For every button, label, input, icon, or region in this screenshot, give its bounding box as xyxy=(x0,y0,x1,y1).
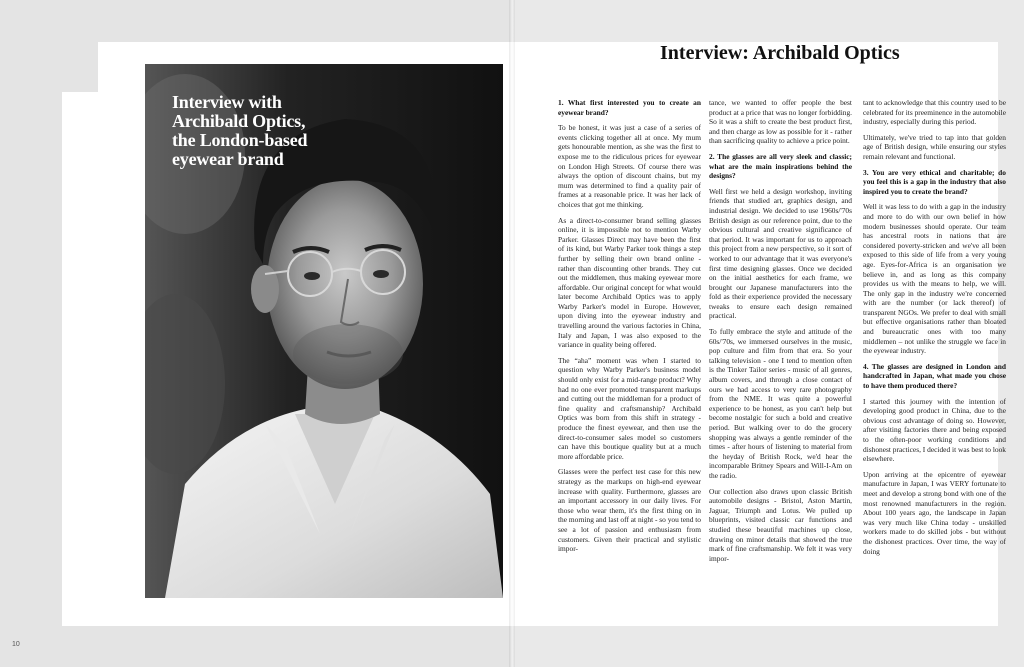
paragraph: I started this journey with the intention of developing good product in China, due to the obvious cost advantage of doing so. However, after visiting factories there and being exposed to the often-poor working conditions and dishonest practices, I decided it was best to look elsewhere. xyxy=(863,396,1006,464)
paragraph: To be honest, it was just a case of a series of events clicking together all at once. My mum gets honourable mention, as she was the first to expose me to the ridiculous prices for eyewear on London High Streets. Of course there was always the option of discount chains, but my mum was determined to find a quality pair of frames at a reasonable price. It was her lack of choices that got me thinking. xyxy=(558,123,701,209)
question-1: 1. What first interested you to create an eyewear brand? xyxy=(558,98,701,117)
text-column-1 xyxy=(558,98,701,560)
text-column-3 xyxy=(863,98,1006,562)
paragraph: The “aha” moment was when I started to question why Warby Parker's business model should only exist for a mid-range product? Why had no one ever promoted transparent markups and cutting out the middleman for a product of fine quality and craftsmanship? Archibald Optics was born from this shift in strategy - produce the finest eyewear, and then use the direct-to-consumer sales model so customers can have this boutique quality but at a much more affordable price. xyxy=(558,355,701,461)
question-3: 3. You are very ethical and charitable; do you feel this is a gap in the industry that also inspired you to create the brand? xyxy=(863,167,1006,196)
paragraph: Well first we held a design workshop, inviting friends that studied art, graphics design, and industrial design. We decided to use 1960s/'70s British design as our reference point, due to the obvious cultural and creative significance of that period. It was important for us to approach this project from a new perspective, so it sort of worked to our advantage that it was everyone's first time designing glasses. Once we decided on the initial aesthetics for each frame, we brought our Japanese manufacturers into the fold as their experience provided the necessary tweaks to ensure each design remained practical. xyxy=(709,186,852,321)
paragraph: To fully embrace the style and attitude of the 60s/'70s, we immersed ourselves in the music, pop culture and film from that era. So your talking television - one I tend to mention often is the Tinker Tailor series - music of all genres, album covers, and through a close contact of ours we had access to very rare photography from the NME. It was quite a powerful experience to be honest, as you can't help but become nostalgic for such a bold and creative period. But walking over to do the grocery shopping was always a gentle reminder of the times - after hours of listening to material from the heyday of British Rock, we'd hear the incomparable Britney Spears and Will-I-Am on the radio. xyxy=(709,327,852,480)
page-number-left: 10 xyxy=(12,641,20,648)
photo-overlay-title: Interview with Archibald Optics, the London-based eyewear brand xyxy=(172,92,308,169)
paragraph: As a direct-to-consumer brand selling glasses online, it is impossible not to mention Warby Parker. Glasses Direct may have been the first of its kind, but Warby Parker took things a step further by selling their own brand online - rather than discounting other brands. They cut out the middlemen, thus making eyewear more affordable. Our original concept for what would later become Archibald Optics was to apply Warby Parker's model in Europe. However, upon diving into the eyewear industry and travelling around the various factories in China, Italy and Japan, I was also exposed to the variance in quality being offered. xyxy=(558,215,701,350)
paragraph: Ultimately, we've tried to tap into that golden age of British design, while ensuring our styles remain relevant and functional. xyxy=(863,132,1006,161)
paragraph: Upon arriving at the epicentre of eyewear manufacture in Japan, I was VERY fortunate to meet and develop a strong bond with one of the most renowned manufacturers in the region. About 100 years ago, the landscape in Japan was very much like China today - unskilled workers made to do skilled jobs - but without the dishonest practices. Over time, the way of doing xyxy=(863,469,1006,556)
question-4: 4. The glasses are designed in London and handcrafted in Japan, what made you chose to have them produced there? xyxy=(863,361,1006,391)
paragraph: tant to acknowledge that this country used to be celebrated for its preeminence in the automobile industry, especially during this period. xyxy=(863,98,1006,127)
paragraph: Well it was less to do with a gap in the industry and more to do with our own belief in how modern businesses should operate. Our team has ancestral roots in nations that are considered poverty-stricken and we've all been exposed to this side of life from a very young age. Eyes-for-Africa is an organisation we believe in, and as long as this company provides us with the means to help, we will. The only gap in the industry we're concerned with are the number (or lack thereof) of transparent NGOs. We prefer to deal with small but effective organisations rather than bloated and bureaucratic ones with too many middlemen – not unlike the struggle we face in the eyewear industry. xyxy=(863,202,1006,356)
question-2: 2. The glasses are all very sleek and classic; what are the main inspirations behind the designs? xyxy=(709,151,852,181)
white-paper-edge xyxy=(62,92,102,626)
page-gutter xyxy=(509,0,515,667)
paragraph: tance, we wanted to offer people the best product at a price that was no longer forbidding. So it was a shift to create the best product first, and then charge as low as possible for it - rather than sacrificing quality to achieve a price point. xyxy=(709,98,852,146)
page-title: Interview: Archibald Optics xyxy=(660,42,900,64)
text-column-2 xyxy=(709,98,852,569)
paragraph: Our collection also draws upon classic British automobile designs - Bristol, Aston Martin, Jaguar, Triumph and Lotus. We pulled up blueprints, visited classic car functions and studied these beautiful machines up close, drawing on minor details that showed the true mark of fine craftsmanship. We felt it was very impor- xyxy=(709,486,852,563)
paragraph: Glasses were the perfect test case for this new strategy as the markups on high-end eyewear increase with quality. Furthermore, glasses are an important accessory in our daily lives. For those who wear them, it's the first thing on in the morning and last off at night - so you tend to see a lot of passion and enthusiasm from customers. Given their practical and stylistic impor- xyxy=(558,467,701,554)
